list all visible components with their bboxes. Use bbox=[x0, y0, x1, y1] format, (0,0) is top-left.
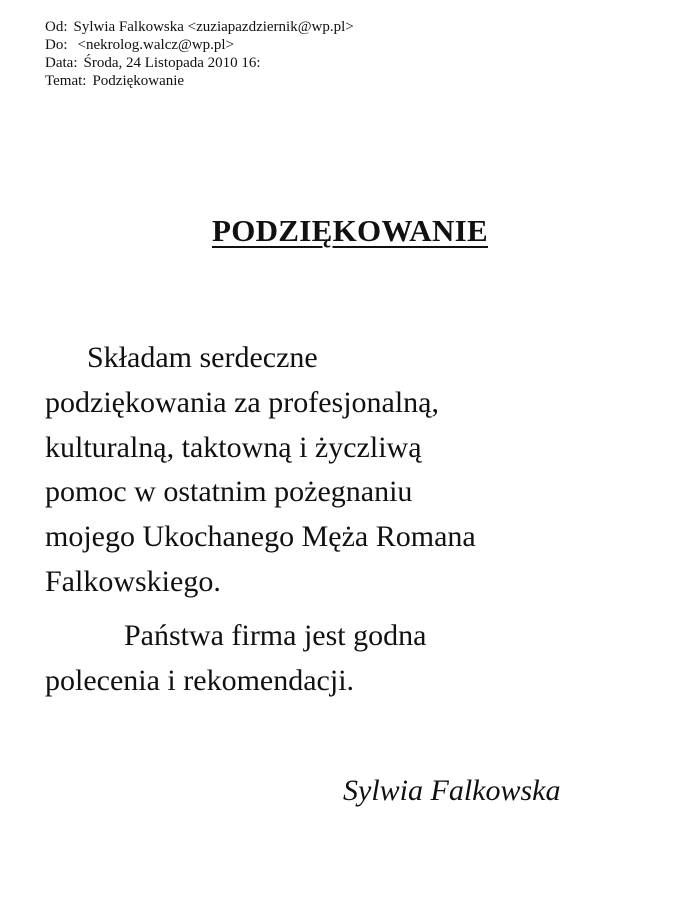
page-title bbox=[0, 213, 680, 249]
from-label: Od: bbox=[45, 19, 68, 35]
signature: Sylwia Falkowska bbox=[343, 774, 561, 807]
header-date-row bbox=[45, 54, 665, 72]
header-subject-row bbox=[45, 72, 665, 90]
header-from-row bbox=[45, 18, 665, 36]
body-line: polecenia i rekomendacji. bbox=[45, 663, 355, 697]
email-header bbox=[45, 18, 665, 90]
from-value: Sylwia Falkowska <zuziapazdziernik@wp.pl> bbox=[73, 19, 354, 35]
to-label: Do: bbox=[45, 37, 68, 53]
body-line: Składam serdeczne bbox=[87, 341, 318, 374]
body-line: kulturalną, taktowną i życzliwą bbox=[45, 430, 422, 464]
header-to-row bbox=[45, 36, 665, 54]
date-label: Data: bbox=[45, 55, 78, 71]
subject-value: Podziękowanie bbox=[92, 73, 185, 89]
date-value: Środa, 24 Listopada 2010 16: bbox=[83, 55, 261, 71]
paragraph-recommendation bbox=[45, 614, 665, 704]
paragraph-thanks bbox=[45, 336, 665, 605]
page-title-text: PODZIĘKOWANIE bbox=[211, 213, 489, 248]
to-value: <nekrolog.walcz@wp.pl> bbox=[77, 37, 235, 53]
body-line: podziękowania za profesjonalną, bbox=[45, 385, 439, 419]
body-line: Falkowskiego. bbox=[45, 564, 221, 598]
letter-body bbox=[45, 336, 665, 703]
body-line: Państwa firma jest godna bbox=[124, 618, 427, 652]
subject-label: Temat: bbox=[45, 73, 87, 89]
body-line: mojego Ukochanego Męża Romana bbox=[45, 520, 476, 554]
body-line: pomoc w ostatnim pożegnaniu bbox=[45, 475, 413, 509]
